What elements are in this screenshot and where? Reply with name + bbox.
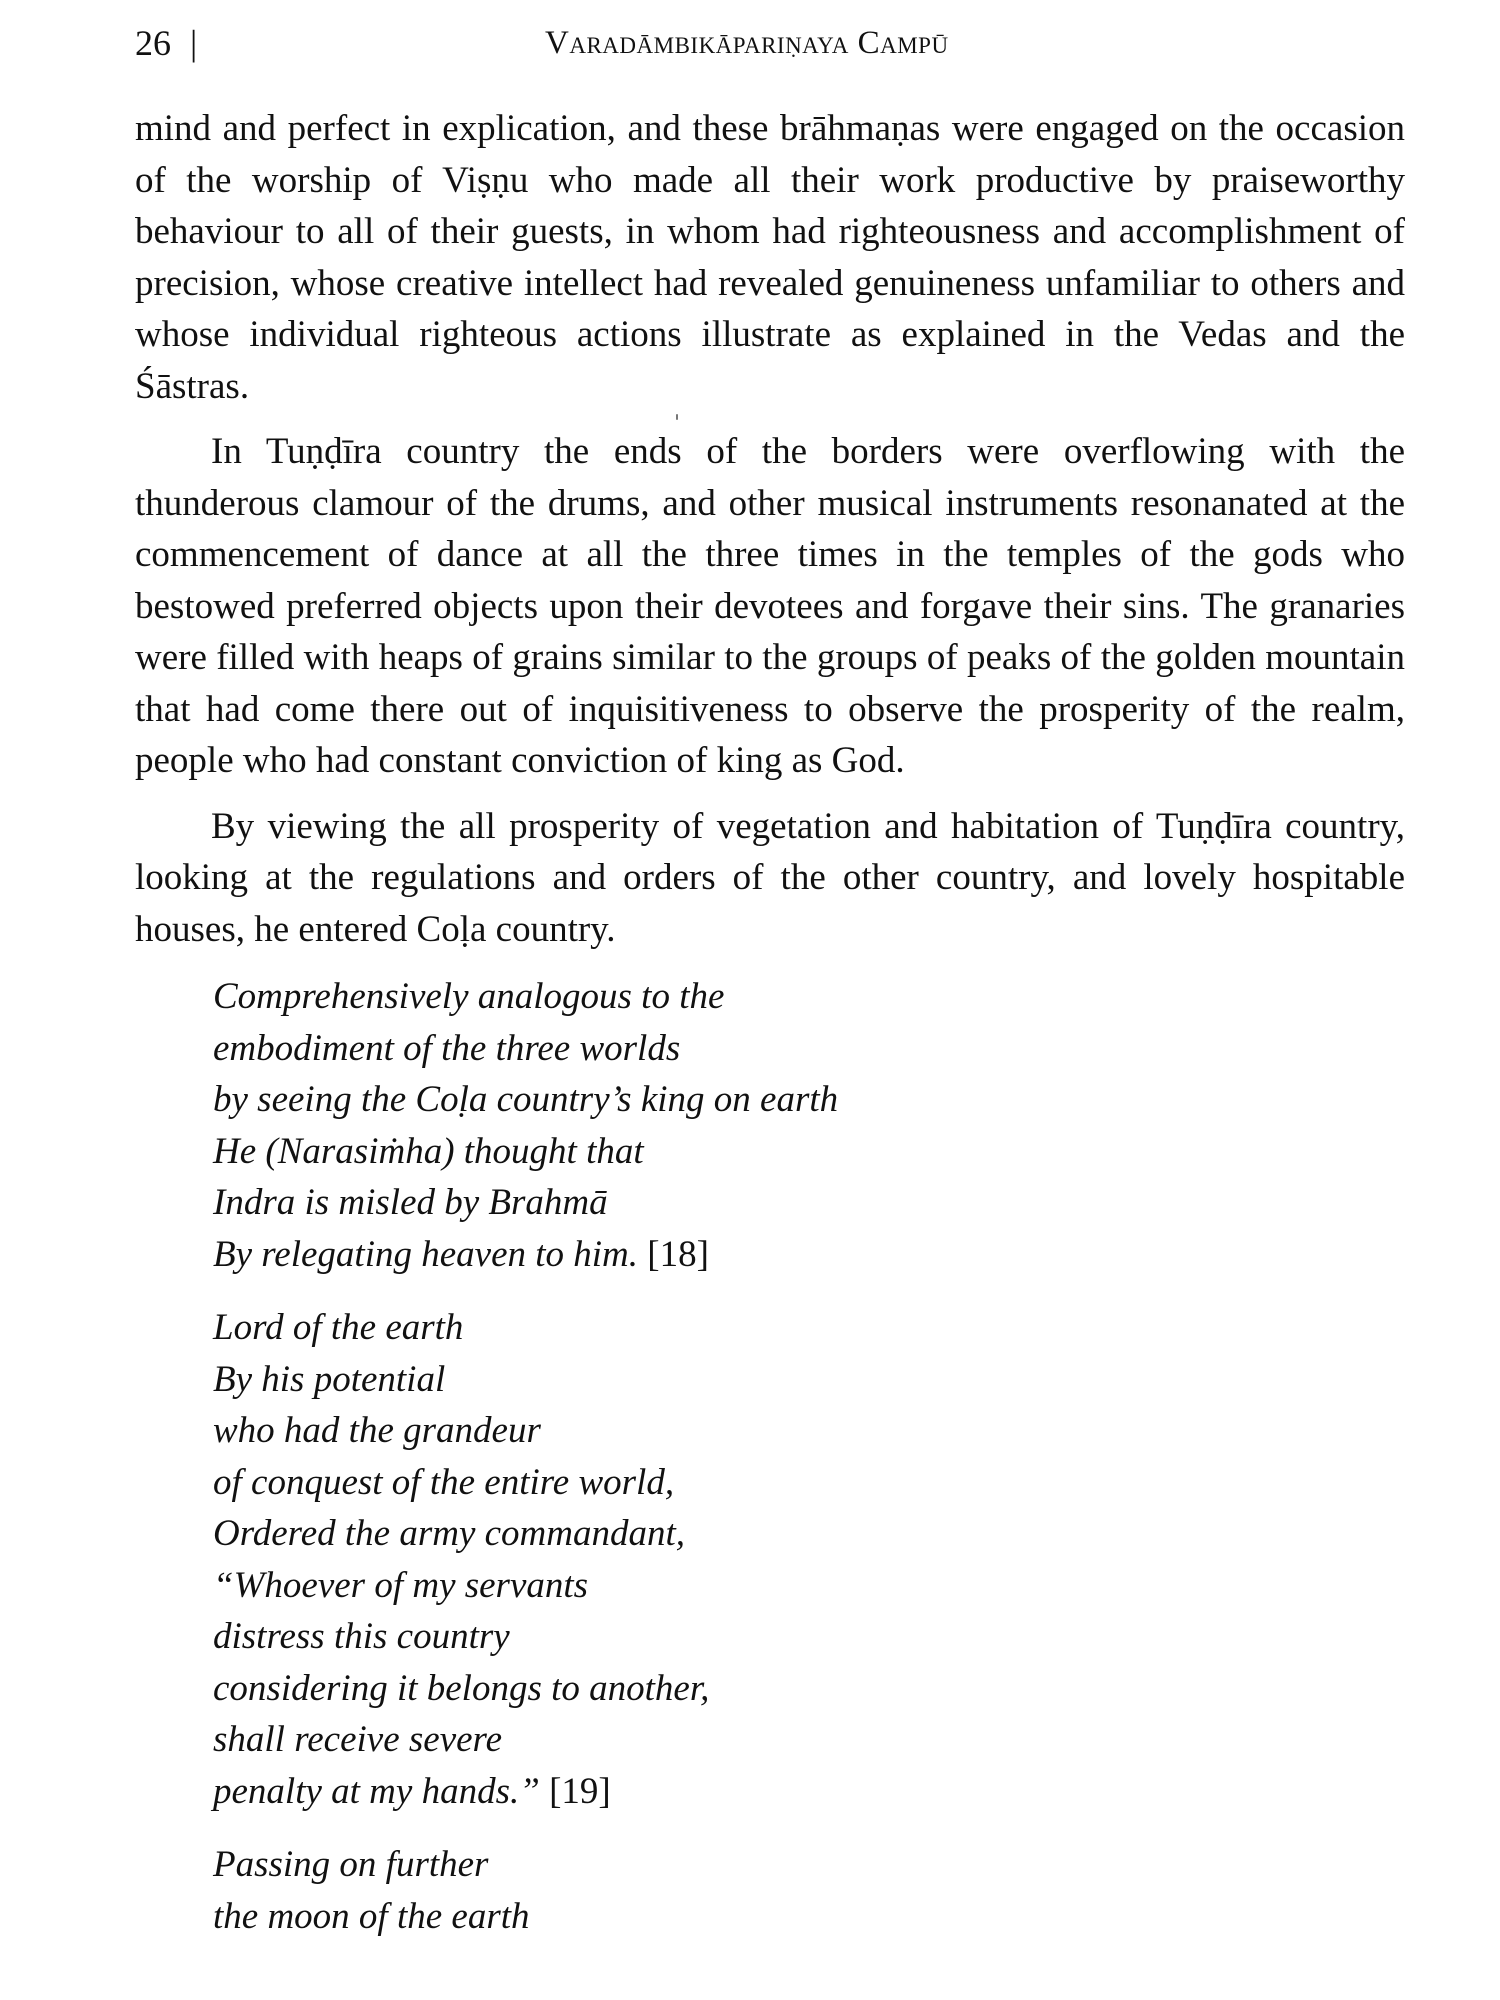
verse-line: By his potential — [213, 1358, 446, 1400]
verse-line: considering it belongs to another, — [213, 1667, 710, 1709]
verse-20 — [213, 1839, 1405, 1942]
verse-line: By relegating heaven to him. [18] — [213, 1233, 709, 1275]
paragraph-entered-cola-country: By viewing the all prosperity of vegetation and habitation of Tuṇḍīra country, looking at the regulations and orders of the other country, and lovely hospitable houses, he entered Coḷa country. — [135, 805, 1405, 950]
verse-line: Comprehensively analogous to the — [213, 976, 725, 1017]
verse-line: by seeing the Coḷa country’s king on earth — [213, 1079, 839, 1120]
verse-line: Ordered the army commandant, — [213, 1513, 686, 1554]
page-number-value: 26 — [135, 23, 171, 63]
verse-line: of conquest of the entire world, — [213, 1461, 675, 1503]
verse-18 — [213, 971, 1405, 1280]
page-number — [135, 18, 197, 68]
body-text — [135, 103, 1405, 1964]
verse-line: embodiment of the three worlds — [213, 1027, 681, 1069]
print-speck — [676, 414, 678, 420]
verse-number: [18] — [647, 1233, 709, 1275]
header-separator: | — [190, 23, 198, 63]
verse-line: He (Narasiṁha) thought that — [213, 1130, 644, 1172]
verse-19 — [213, 1302, 1405, 1817]
verse-line: penalty at my hands.” [19] — [213, 1770, 611, 1812]
running-head — [135, 18, 1405, 68]
running-title: Varadāmbikāpariṇaya Campū — [545, 25, 949, 61]
verse-line: distress this country — [213, 1616, 510, 1657]
verse-line: who had the grandeur — [213, 1410, 541, 1451]
verse-line: the moon of the earth — [213, 1895, 530, 1937]
paragraph-continued: mind and perfect in explication, and these brāhmaṇas were engaged on the occasion of the worship of Viṣṇu who made all their work productive by praiseworthy behaviour to all of their guests, in whom had righteousness and accomplishment of precision, whose creative intellect had revealed genuineness unfamiliar to others and whose individual righteous actions illustrate as explained in the Vedas and the Śāstras. — [135, 108, 1405, 407]
verse-line: Passing on further — [213, 1844, 489, 1885]
verse-number: [19] — [549, 1770, 611, 1812]
verse-line: Lord of the earth — [213, 1307, 464, 1348]
verse-line: shall receive severe — [213, 1719, 502, 1760]
verse-line: Indra is misled by Brahmā — [213, 1182, 608, 1223]
paragraph-tundira-country: In Tuṇḍīra country the ends of the borders were overflowing with the thunderous clamour of the drums, and other musical instruments resonanated at the commencement of dance at all the three times in the temples of the gods who bestowed preferred objects upon their devotees and forgave their sins. The granaries were filled with heaps of grains similar to the groups of peaks of the golden mountain that had come there out of inquisitiveness to observe the prosperity of the realm, people who had constant conviction of king as God. — [135, 431, 1405, 781]
verse-line: “Whoever of my servants — [213, 1564, 589, 1606]
